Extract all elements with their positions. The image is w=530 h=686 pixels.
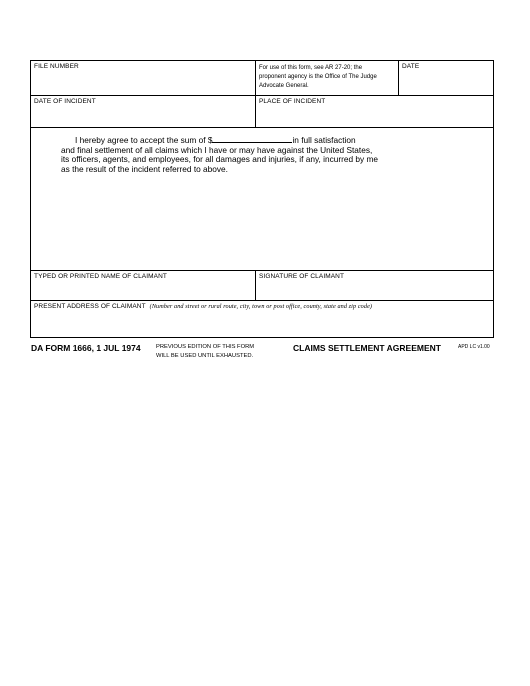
row-divider-2 — [31, 127, 493, 128]
agreement-line-3: its officers, agents, and employees, for all damages and injuries, if any, incurred by me — [61, 154, 378, 165]
proponent-note — [259, 64, 397, 91]
previous-edition-line: PREVIOUS EDITION OF THIS FORM — [156, 344, 255, 350]
proponent-note-line: Advocate General. — [259, 83, 309, 89]
agreement-text-part: I hereby agree to accept the sum of $ — [75, 135, 213, 145]
date-of-incident-label: DATE OF INCIDENT — [34, 98, 96, 105]
proponent-note-cell — [256, 61, 398, 95]
signature-label: SIGNATURE OF CLAIMANT — [259, 273, 345, 280]
proponent-note-line: proponent agency is the Office of The Judge — [259, 74, 377, 80]
form-version-code: APD LC v1.00 — [458, 344, 490, 350]
agreement-line-2: and final settlement of all claims which I have or may have against the United States, — [61, 144, 373, 155]
file-number-label: FILE NUMBER — [34, 63, 79, 70]
date-of-incident-field[interactable] — [31, 96, 255, 127]
place-of-incident-field[interactable] — [256, 96, 493, 127]
address-note: (Number and street or rural route, city, town or post office, county, state and zip code) — [149, 303, 373, 310]
agreement-line-1 — [61, 135, 401, 146]
place-of-incident-label: PLACE OF INCIDENT — [259, 98, 326, 105]
date-label: DATE — [402, 63, 420, 70]
file-number-field[interactable] — [31, 61, 255, 95]
claimant-name-field[interactable] — [31, 271, 255, 300]
form-id: DA FORM 1666, 1 JUL 1974 — [31, 343, 141, 353]
agreement-text-part: in full satisfaction — [292, 135, 356, 145]
proponent-note-line: For use of this form, see AR 27-20; the — [259, 65, 363, 71]
address-label: PRESENT ADDRESS OF CLAIMANT — [34, 303, 146, 310]
agreement-line-4: as the result of the incident referred to above. — [61, 163, 228, 174]
settlement-amount-field[interactable] — [212, 135, 292, 143]
address-label-wrap — [34, 303, 372, 310]
claimant-name-label: TYPED OR PRINTED NAME OF CLAIMANT — [34, 273, 167, 280]
date-field[interactable] — [399, 61, 493, 95]
previous-edition-note — [156, 343, 286, 361]
form-title: CLAIMS SETTLEMENT AGREEMENT — [293, 343, 441, 353]
address-field[interactable] — [31, 301, 493, 337]
signature-field[interactable] — [256, 271, 493, 300]
claims-settlement-form — [30, 60, 494, 338]
agreement-text — [61, 135, 401, 174]
previous-edition-line: WILL BE USED UNTIL EXHAUSTED. — [156, 353, 254, 359]
